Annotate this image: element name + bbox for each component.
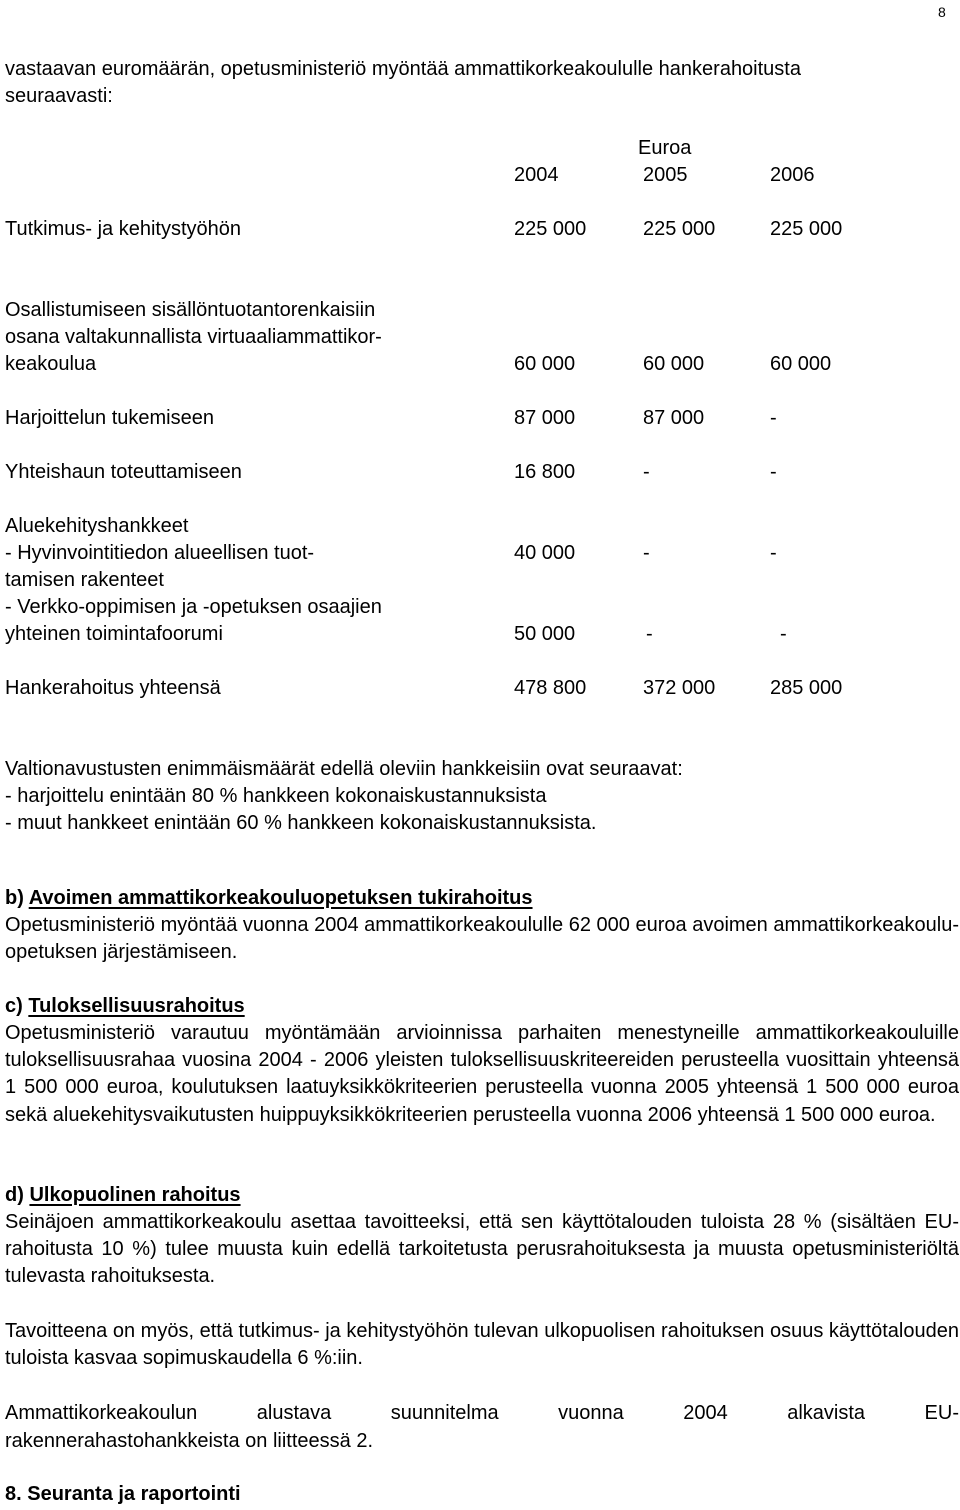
section-8-heading: 8. Seuranta ja raportointi [5,1483,241,1505]
section-b-body: Opetusministeriö myöntää vuonna 2004 ammattikorkeakoululle 62 000 euroa avoimen ammattikorkeakoulu-opetuksen järjestämiseen. [5,914,959,964]
row-label-line: tamisen rakenteet [5,569,164,591]
row-value-2004: 16 800 [514,461,576,483]
section-d-prefix: d) [5,1184,30,1206]
grant-limits-line-1: Valtionavustusten enimmäismäärät edellä oleviin hankkeisiin ovat seuraavat: [5,758,683,780]
section-d-heading [5,1183,241,1207]
row-value-2006: - [770,542,777,564]
table-unit-label: Euroa [638,137,692,159]
row-label-line: Hankerahoitus yhteensä [5,677,221,699]
paragraph-eu-line-1: Ammattikorkeakoulun alustava suunnitelma vuonna 2004 alkavista EU- [5,1402,959,1424]
section-b-title: Avoimen ammattikorkeakouluopetuksen tukirahoitus [28,887,533,909]
row-value-2005: - [643,461,650,483]
row-value-2005: 60 000 [643,353,705,375]
row-label-line: Tutkimus- ja kehitystyöhön [5,218,242,240]
row-value-2006: 60 000 [770,353,832,375]
row-value-2004: 60 000 [514,353,576,375]
row-value-2005: 87 000 [643,407,705,429]
row-label-line: - Hyvinvointitiedon alueellisen tuot- [5,542,315,564]
intro-line-1: vastaavan euromäärän, opetusministeriö myöntää ammattikorkeakoululle hankerahoitusta [5,58,801,80]
row-value-2006: 225 000 [770,218,843,240]
row-label-line: yhteinen toimintafoorumi [5,623,223,645]
row-value-2005: - [646,623,653,645]
row-value-2006: - [780,623,787,645]
row-label-line: - Verkko-oppimisen ja -opetuksen osaajien [5,596,382,618]
section-d-title: Ulkopuolinen rahoitus [29,1184,241,1206]
grant-limits-line-2: - harjoittelu enintään 80 % hankkeen kokonaiskustannuksista [5,785,547,807]
row-value-2005: 372 000 [643,677,716,699]
section-c-title: Tuloksellisuusrahoitus [28,995,245,1017]
section-b-heading [5,886,533,910]
table-year-2004: 2004 [514,164,559,186]
row-value-2006: 285 000 [770,677,843,699]
row-label-line: Harjoittelun tukemiseen [5,407,214,429]
row-value-2006: - [770,407,777,429]
section-c-body: Opetusministeriö varautuu myöntämään arvioinnissa parhaiten menestyneille ammattikorkeakouluille tuloksellisuusrahaa vuosina 2004 - 2006 yleisten tuloksellisuuskriteereiden perusteella vuosittain yhteensä 1 500 000 euroa, koulutuksen laatuyksikkökriteerien perusteella vuonna 2005 yhteensä 1 500 000 euroa sekä aluekehitysvaikutusten huippuyksikkökriteerien perusteella vuonna 2006 yhteensä 1 500 000 euroa. [5,1022,959,1126]
table-year-2005: 2005 [643,164,688,186]
paragraph-eu-line-2: rakennerahastohankkeista on liitteessä 2. [5,1430,374,1452]
grant-limits-line-3: - muut hankkeet enintään 60 % hankkeen kokonaiskustannuksista. [5,812,597,834]
row-value-2005: 225 000 [643,218,716,240]
row-value-2004: 478 800 [514,677,587,699]
row-value-2004: 40 000 [514,542,576,564]
row-label-line: Osallistumiseen sisällöntuotantorenkaisiin [5,299,376,321]
paragraph-target: Tavoitteena on myös, että tutkimus- ja kehitystyöhön tulevan ulkopuolisen rahoituksen osuus käyttötalouden tuloista kasvaa sopimuskaudella 6 %:iin. [5,1320,959,1370]
table-year-2006: 2006 [770,164,815,186]
section-b-prefix: b) [5,887,29,909]
row-label-line: keakoulua [5,353,97,375]
section-c-heading [5,994,245,1018]
intro-line-2: seuraavasti: [5,85,113,107]
section-d-body: Seinäjoen ammattikorkeakoulu asettaa tavoitteeksi, että sen käyttötalouden tuloista 28 % (sisältäen EU-rahoitusta 10 %) tulee muusta kuin edellä tarkoitetusta perusrahoituksesta ja muusta opetusministeriöltä tulevasta rahoituksesta. [5,1211,959,1288]
row-value-2004: 87 000 [514,407,576,429]
row-label-line: Yhteishaun toteuttamiseen [5,461,242,483]
row-label-line: Aluekehityshankkeet [5,515,189,537]
row-value-2006: - [770,461,777,483]
section-c-prefix: c) [5,995,29,1017]
row-value-2004: 50 000 [514,623,576,645]
row-value-2005: - [643,542,650,564]
page-number: 8 [938,4,946,20]
row-value-2004: 225 000 [514,218,587,240]
row-label-line: osana valtakunnallista virtuaaliammattikor- [5,326,382,348]
